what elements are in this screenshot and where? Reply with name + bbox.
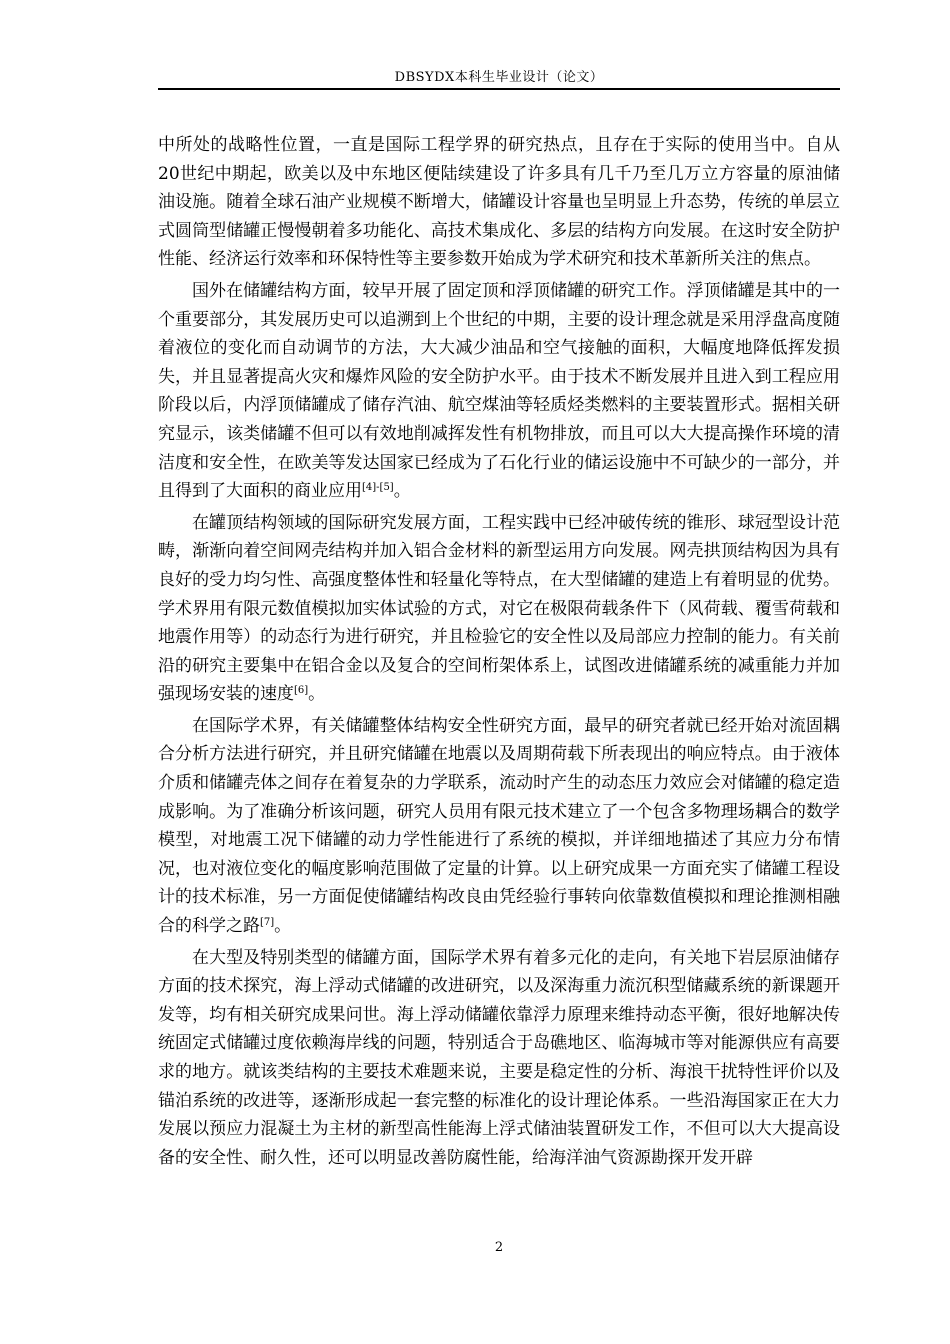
paragraph-3 bbox=[158, 509, 840, 709]
paragraph-4 bbox=[158, 712, 840, 941]
body-text bbox=[158, 131, 840, 1175]
paragraph-text: 国外在储罐结构方面，较早开展了固定顶和浮顶储罐的研究工作。浮顶储罐是其中的一个重要部分，其发展历史可以追溯到上个世纪的中期，主要的设计理念就是采用浮盘高度随着液位的变化而自动调节的方法，大大减少油品和空气接触的面积，大幅度地降低挥发损失，并且显著提高火灾和爆炸风险的安全防护水平。由于技术不断发展并且进入到工程应用阶段以后，内浮顶储罐成了储存汽油、航空煤油等轻质烃类燃料的主要装置形式。据相关研究显示，该类储罐不但可以有效地削减挥发性有机物排放，而且可以大大提高操作环境的清洁度和安全性，在欧美等发达国家已经成为了石化行业的储运设施中不可缺少的一部分，并且得到了大面积的商业应用 bbox=[158, 280, 840, 502]
paragraph-text: 在国际学术界，有关储罐整体结构安全性研究方面，最早的研究者就已经开始对流固耦合分析方法进行研究，并且研究储罐在地震以及周期荷载下所表现出的响应特点。由于液体介质和储罐壳体之间存在着复杂的力学联系，流动时产生的动态压力效应会对储罐的稳定造成影响。为了准确分析该问题，研究人员用有限元技术建立了一个包含多物理场耦合的数学模型，对地震工况下储罐的动力学性能进行了系统的模拟，并详细地描述了其应力分布情况，也对液位变化的幅度影响范围做了定量的计算。以上研究成果一方面充实了储罐工程设计的技术标准，另一方面促使储罐结构改良由凭经验行事转向依靠数值模拟和理论推测相融合的科学之路 bbox=[158, 715, 840, 937]
header-rule bbox=[158, 88, 840, 90]
paragraph-text: 中所处的战略性位置，一直是国际工程学界的研究热点，且存在于实际的使用当中。自从20世纪中期起，欧美以及中东地区便陆续建设了许多具有几千乃至几万立方容量的原油储油设施。随着全球石油产业规模不断增大，储罐设计容量也呈明显上升态势，传统的单层立式圆筒型储罐正慢慢朝着多功能化、高技术集成化、多层的结构方向发展。在这时安全防护性能、经济运行效率和环保特性等主要参数开始成为学术研究和技术革新所关注的焦点。 bbox=[158, 135, 840, 270]
page-number: 2 bbox=[494, 1240, 504, 1255]
citation: [7] bbox=[260, 917, 275, 929]
citation: [4]-[5] bbox=[362, 482, 394, 494]
paragraph-text: 在罐顶结构领域的国际研究发展方面，工程实践中已经冲破传统的锥形、球冠型设计范畴，渐渐向着空间网壳结构并加入铝合金材料的新型运用方向发展。网壳拱顶结构因为具有良好的受力均匀性、高强度整体性和轻量化等特点，在大型储罐的建造上有着明显的优势。学术界用有限元数值模拟加实体试验的方式，对它在极限荷载条件下（风荷载、覆雪荷载和地震作用等）的动态行为进行研究，并且检验它的安全性以及局部应力控制的能力。有关前沿的研究主要集中在铝合金以及复合的空间桁架体系上，试图改进储罐系统的减重能力并加强现场安装的速度 bbox=[158, 512, 840, 705]
paragraph-tail: 。 bbox=[274, 916, 292, 937]
paragraph-tail: 。 bbox=[308, 684, 326, 705]
paragraph-1 bbox=[158, 131, 840, 274]
paragraph-text: 在大型及特别类型的储罐方面，国际学术界有着多元化的走向，有关地下岩层原油储存方面的技术探究，海上浮动式储罐的改进研究，以及深海重力流沉积型储藏系统的新课题开发等，均有相关研究成果问世。海上浮动储罐依靠浮力原理来维持动态平衡，很好地解决传统固定式储罐过度依赖海岸线的问题，特别适合于岛礁地区、临海城市等对能源供应有高要求的地方。就该类结构的主要技术难题来说，主要是稳定性的分析、海浪干扰特性评价以及锚泊系统的改进等，逐渐形成起一套完整的标准化的设计理论体系。一些沿海国家正在大力发展以预应力混凝土为主材的新型高性能海上浮式储油装置研发工作，不但可以大大提高设备的安全性、耐久性，还可以明显改善防腐性能，给海洋油气资源勘探开发开辟 bbox=[158, 947, 840, 1168]
paragraph-5 bbox=[158, 944, 840, 1173]
paragraph-2 bbox=[158, 277, 840, 506]
citation: [6] bbox=[294, 685, 309, 697]
paragraph-tail: 。 bbox=[393, 481, 411, 502]
running-header: DBSYDX本科生毕业设计（论文） bbox=[394, 70, 604, 85]
